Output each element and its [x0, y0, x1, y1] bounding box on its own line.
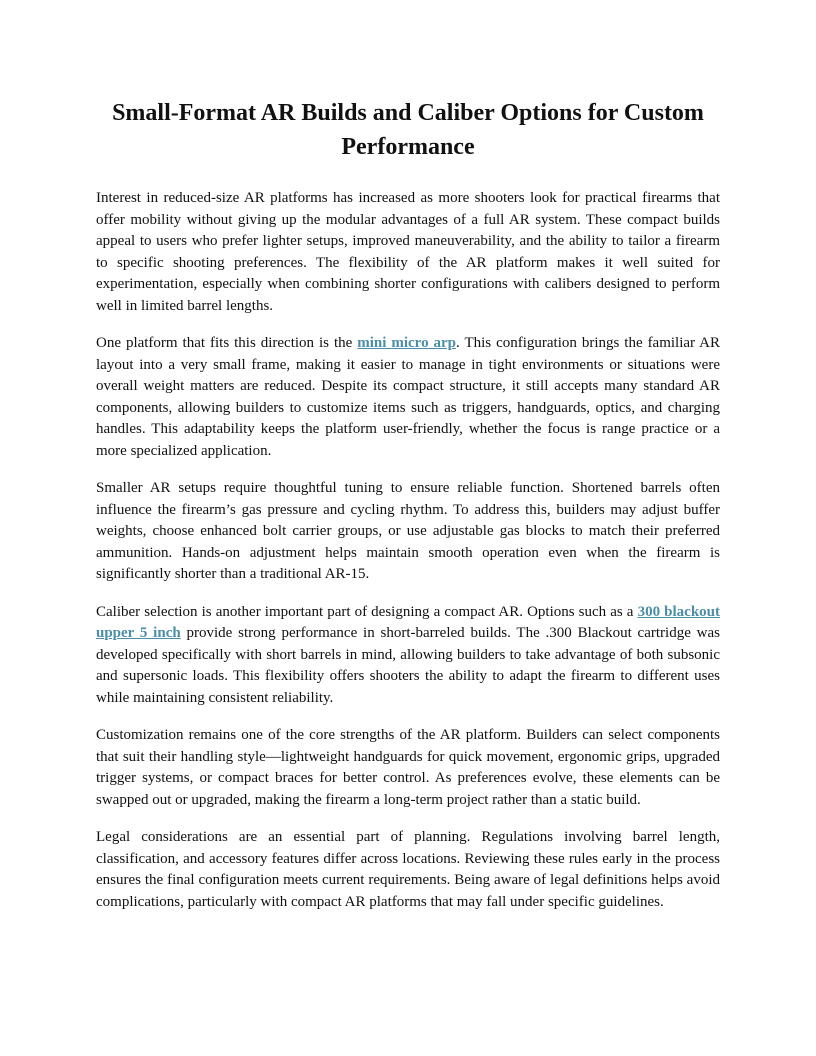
- paragraph-legal: [96, 827, 720, 913]
- paragraph-caliber: [96, 602, 720, 710]
- paragraph-tuning: [96, 478, 720, 586]
- page-title: Small-Format AR Builds and Caliber Options for Custom Performance: [112, 100, 704, 160]
- paragraph-customization: [96, 725, 720, 811]
- paragraph-intro-text: Interest in reduced-size AR platforms has increased as more shooters look for practical firearms that offer mobility without giving up the modular advantages of a full AR system. These compact builds appeal to users who prefer lighter setups, improved maneuverability, and the ability to tailor a firearm to specific shooting preferences. The flexibility of the AR platform makes it well suited for experimentation, especially when combining shorter configurations with calibers designed to perform well in limited barrel lengths.: [96, 190, 720, 314]
- paragraph-legal-text: Legal considerations are an essential part of planning. Regulations involving barrel length, classification, and accessory features differ across locations. Reviewing these rules early in the process ensures the final configuration meets current requirements. Being aware of legal definitions helps avoid complications, particularly with compact AR platforms that may fall under specific guidelines.: [96, 829, 720, 910]
- paragraph-mini-micro-text-after: . This configuration brings the familiar AR layout into a very small frame, making it easier to manage in tight environments or situations were overall weight matters are reduced. Despite its compact structure, it still accepts many standard AR components, allowing builders to customize items such as triggers, handguards, optics, and charging handles. This adaptability keeps the platform user-friendly, whether the focus is range practice or a more specialized application.: [96, 335, 721, 459]
- paragraph-mini-micro: [96, 333, 720, 462]
- paragraph-mini-micro-text-before: One platform that fits this direction is the: [96, 335, 358, 351]
- paragraph-tuning-text: Smaller AR setups require thoughtful tuning to ensure reliable function. Shortened barrels often influence the firearm’s gas pressure and cycling rhythm. To address this, builders may adjust buffer weights, choose enhanced bolt carrier groups, or use adjustable gas blocks to match their preferred ammunition. Hands-on adjustment helps maintain smooth operation even when the firearm is significantly shorter than a traditional AR-15.: [96, 480, 720, 582]
- paragraph-caliber-text-after: provide strong performance in short-barreled builds. The .300 Blackout cartridge was developed specifically with short barrels in mind, allowing builders to take advantage of both subsonic and supersonic loads. This flexibility offers shooters the ability to adapt the firearm to different uses while maintaining consistent reliability.: [96, 625, 720, 706]
- paragraph-customization-text: Customization remains one of the core strengths of the AR platform. Builders can select components that suit their handling style—lightweight handguards for quick movement, ergonomic grips, upgraded trigger systems, or compact braces for better control. As preferences evolve, these elements can be swapped out or upgraded, making the firearm a long-term project rather than a static build.: [96, 727, 720, 808]
- document-page: [96, 96, 720, 913]
- mini-micro-arp-link[interactable]: mini micro arp: [357, 335, 457, 351]
- paragraph-caliber-text-before: Caliber selection is another important part of designing a compact AR. Options such as a: [96, 603, 638, 620]
- paragraph-intro: [96, 188, 720, 317]
- 300-blackout-upper-link[interactable]: 300 blackout upper 5 inch: [96, 603, 720, 641]
